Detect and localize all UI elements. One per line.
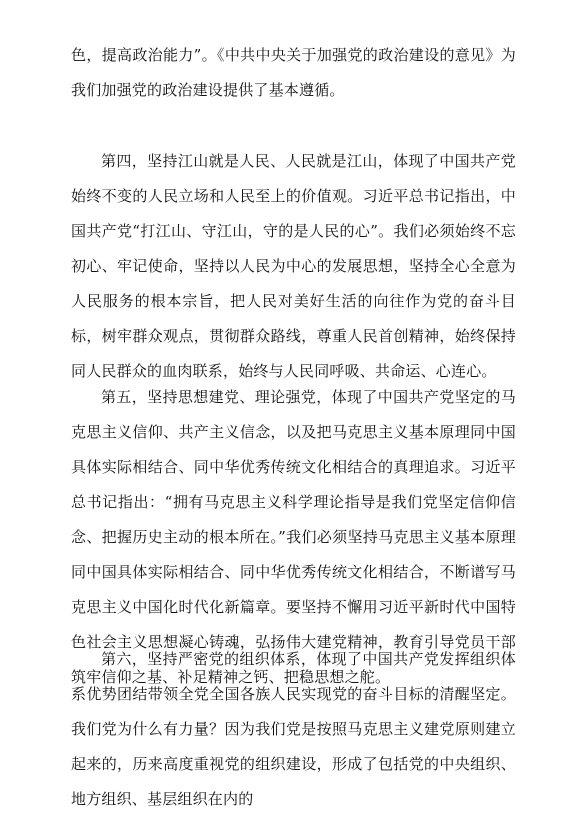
paragraph-fifth-point: 第五，坚持思想建党、理论强党，体现了中国共产党坚定的马克思主义信仰、共产主义信念，以及把马克思主义基本原理同中国具体实际相结合、同中华优秀传统文化相结合的真理追求。习近平总书记指出：“拥有马克思主义科学理论指导是我们党坚定信仰信念、把握历史主动的根本所在。”我们必须坚持马克思主义基本原理同中国具体实际相结合、同中华优秀传统文化相结合，不断谱写马克思主义中国化时代化新篇章。要坚持不懈用习近平新时代中国特色社会主义思想凝心铸魂，弘扬伟大建党精神，教育引导党员干部筑牢信仰之基、补足精神之钙、把稳思想之舵。	[71, 388, 516, 686]
paragraph-fourth-point: 第四，坚持江山就是人民、人民就是江山，体现了中国共产党始终不变的人民立场和人民至上的价值观。习近平总书记指出，中国共产党“打江山、守江山，守的是人民的心”。我们必须始终不忘初心、牢记使命，坚持以人民为中心的发展思想，坚持全心全意为人民服务的根本宗旨，把人民对美好生活的向往作为党的奋斗目标，树牢群众观点，贯彻群众路线，尊重人民首创精神，始终保持同人民群众的血肉联系，始终与人民同呼吸、共命运、心连心。	[71, 152, 516, 380]
paragraph-continuation: 色，提高政治能力”。《中共中央关于加强党的政治建设的意见》为我们加强党的政治建设提供了基本遵循。	[71, 46, 516, 99]
paragraph-sixth-point: 第六，坚持严密党的组织体系，体现了中国共产党发挥组织体系优势团结带领全党全国各族人民实现党的奋斗目标的清醒坚定。我们党为什么有力量？因为我们党是按照马克思主义建党原则建立起来的，历来高度重视党的组织建设，形成了包括党的中央组织、地方组织、基层组织在内的	[71, 650, 516, 808]
